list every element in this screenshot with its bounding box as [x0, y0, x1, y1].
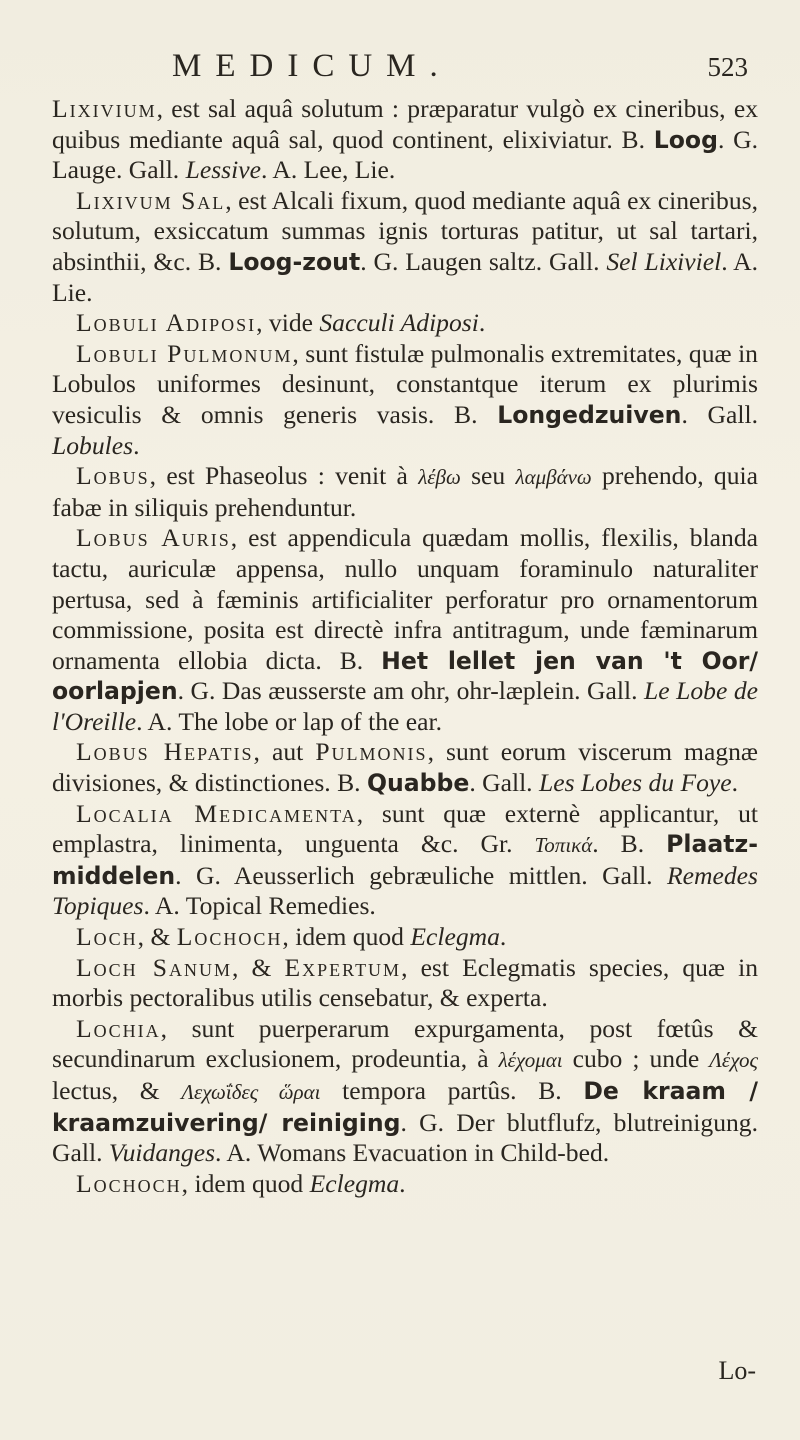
entry-gothic-text: De kraam / kraamzuivering/ reiniging: [52, 1077, 758, 1137]
entry-headword: Localia Medicamenta: [76, 798, 357, 828]
entry-text: . G. Das æusserste am ohr, ohr-læplein. Gall.: [177, 676, 645, 706]
entry-text: , idem quod: [282, 922, 411, 952]
entry-headword: Lobus: [76, 461, 150, 491]
entry-greek-text: λέβω: [418, 465, 461, 490]
entry-text: , est sal aquâ solutum : præparatur vulgò ex cineribus, ex quibus mediante aquâ sal, quod continent, elixiviatur. B.: [52, 94, 758, 154]
entry-text: , est Phaseolus : venit à: [149, 461, 419, 491]
entry-gothic-text: Loog: [653, 125, 718, 154]
entry-text: . G. Laugen saltz. Gall.: [360, 246, 607, 276]
entry-text: . B.: [592, 829, 667, 859]
entry-gothic-text: Plaatz-middelen: [52, 830, 758, 890]
entry-text: prehendo, quia fabæ in siliquis prehenduntur.: [52, 461, 758, 522]
entry-headword: Lochoch: [76, 1168, 182, 1198]
entry-text: seu: [460, 461, 516, 491]
dictionary-entry: [52, 461, 758, 523]
entry-greek-text: λαμβάνω: [515, 465, 592, 490]
entry-it-text: Les Lobes du Foye: [538, 768, 732, 798]
entry-text: .: [399, 1168, 406, 1198]
entry-text: lectus, &: [52, 1076, 182, 1105]
entry-headsc-text: Pulmonis: [315, 737, 428, 767]
dictionary-entry: [52, 308, 758, 339]
entry-headsc-text: Lochoch: [176, 922, 283, 952]
dictionary-entry: [52, 922, 758, 953]
entry-text: . A. Topical Remedies.: [143, 891, 376, 921]
entry-list: [52, 94, 758, 1199]
dictionary-entry: [52, 94, 758, 186]
entry-gothic-text: Het lellet jen van 't Oor/ oorlapjen: [52, 646, 758, 706]
entry-text: , &: [137, 922, 177, 952]
catchword: Lo-: [718, 1356, 756, 1385]
entry-greek-text: Λέχος: [709, 1048, 758, 1073]
entry-gothic-text: Longedzuiven: [497, 400, 682, 429]
entry-text: .: [133, 430, 140, 460]
entry-headword: Lobuli Adiposi: [76, 308, 257, 338]
entry-headword: Lixivum Sal: [76, 185, 226, 215]
entry-greek-text: Λεχωΐδες ὥραι: [181, 1080, 321, 1104]
entry-it-text: Sel Lixiviel: [606, 246, 722, 276]
entry-text: , sunt fistulæ pulmonalis extremitates, quæ in Lobulos uniformes desinunt, constantque iterum ex plurimis vesiculis & omnis generis vasis. B.: [52, 338, 758, 429]
dictionary-entry: [52, 1169, 758, 1200]
entry-gothic-text: Quabbe: [366, 769, 470, 798]
entry-it-text: Eclegma: [410, 922, 500, 952]
entry-text: , vide: [256, 308, 320, 338]
entry-text: , est Eclegmatis species, quæ in morbis pectoralibus utilis censebatur, & experta.: [52, 952, 758, 1013]
entry-it-text: Eclegma: [309, 1168, 400, 1198]
entry-text: . A. Lee, Lie.: [260, 155, 396, 185]
page-number: 523: [707, 52, 748, 82]
entry-text: , sunt puerperarum expurgamenta, post fœtûs & secundinarum exclusionem, prodeuntia, à: [52, 1013, 758, 1074]
entry-text: . G. Lauge. Gall.: [52, 124, 758, 185]
entry-text: .: [499, 922, 507, 952]
entry-it-text: Le Lobe de l'Oreille: [52, 676, 758, 736]
entry-text: , est appendicula quædam mollis, flexilis, blanda tactu, auriculæ appensa, nullo unquam foraminulo naturaliter pertusa, sed à fæminis artificialiter perforatur pro ornamentorum commissione, posita est directè infra antitragum, unde fæminarum ornamenta ellobia dicta. B.: [52, 523, 758, 675]
entry-text: . G. Der blutflufz, blutreinigung. Gall.: [52, 1107, 758, 1168]
entry-headword: Lobus Hepatis: [76, 737, 254, 767]
entry-it-text: Lessive: [185, 155, 261, 185]
entry-text: . A. Womans Evacuation in Child-bed.: [215, 1138, 610, 1168]
entry-it-text: Lobules: [52, 430, 134, 460]
entry-text: .: [731, 768, 739, 798]
entry-it-text: Vuidanges: [108, 1138, 216, 1168]
running-head: MEDICUM.: [172, 48, 452, 84]
entry-headword: Lobus Auris: [76, 523, 231, 553]
entry-headword: Loch: [76, 922, 138, 952]
entry-text: . Gall.: [469, 768, 539, 798]
entry-text: , &: [231, 952, 285, 982]
entry-text: , sunt eorum viscerum magnæ divisiones, & distinctiones. B.: [52, 737, 758, 798]
entry-text: .: [478, 308, 486, 338]
entry-text: , est Alcali fixum, quod mediante aquâ ex cineribus, solutum, exsiccatum summas ignis torturas patitur, ut sal tartari, absinthii, &c. B.: [52, 185, 758, 276]
page-header: [52, 48, 758, 94]
dictionary-entry: [52, 339, 758, 461]
dictionary-entry: [52, 799, 758, 922]
entry-greek-text: λέχομαι: [498, 1048, 563, 1073]
entry-gothic-text: Loog-zout: [228, 247, 361, 276]
dictionary-entry: [52, 737, 758, 798]
entry-text: . A. The lobe or lap of the ear.: [136, 706, 442, 736]
entry-text: , sunt quæ externè applicantur, ut emplastra, linimenta, unguenta &c. Gr.: [52, 798, 758, 859]
dictionary-entry: [52, 953, 758, 1014]
entry-text: cubo ; unde: [562, 1044, 710, 1074]
entry-text: . G. Aeusserlich gebræuliche mittlen. Gall.: [175, 860, 668, 890]
entry-headword: Lobuli Pulmonum: [76, 338, 293, 368]
dictionary-entry: [52, 523, 758, 737]
entry-text: . Gall.: [681, 399, 758, 429]
entry-text: . A. Lie.: [52, 246, 758, 307]
dictionary-entry: [52, 1014, 758, 1169]
entry-greek-text: Τοπικά: [534, 833, 593, 858]
entry-headword: Lixivium: [52, 94, 157, 123]
entry-it-text: Sacculi Adiposi: [319, 308, 479, 338]
entry-it-text: Remedes Topiques: [52, 860, 758, 921]
entry-headword: Lochia: [76, 1013, 161, 1043]
entry-text: , idem quod: [181, 1168, 310, 1198]
entry-headsc-text: Expertum: [284, 952, 402, 982]
entry-text: , aut: [253, 737, 316, 767]
entry-text: tempora partûs. B.: [320, 1076, 584, 1105]
dictionary-entry: [52, 186, 758, 308]
entry-headword: Loch Sanum: [76, 952, 232, 982]
